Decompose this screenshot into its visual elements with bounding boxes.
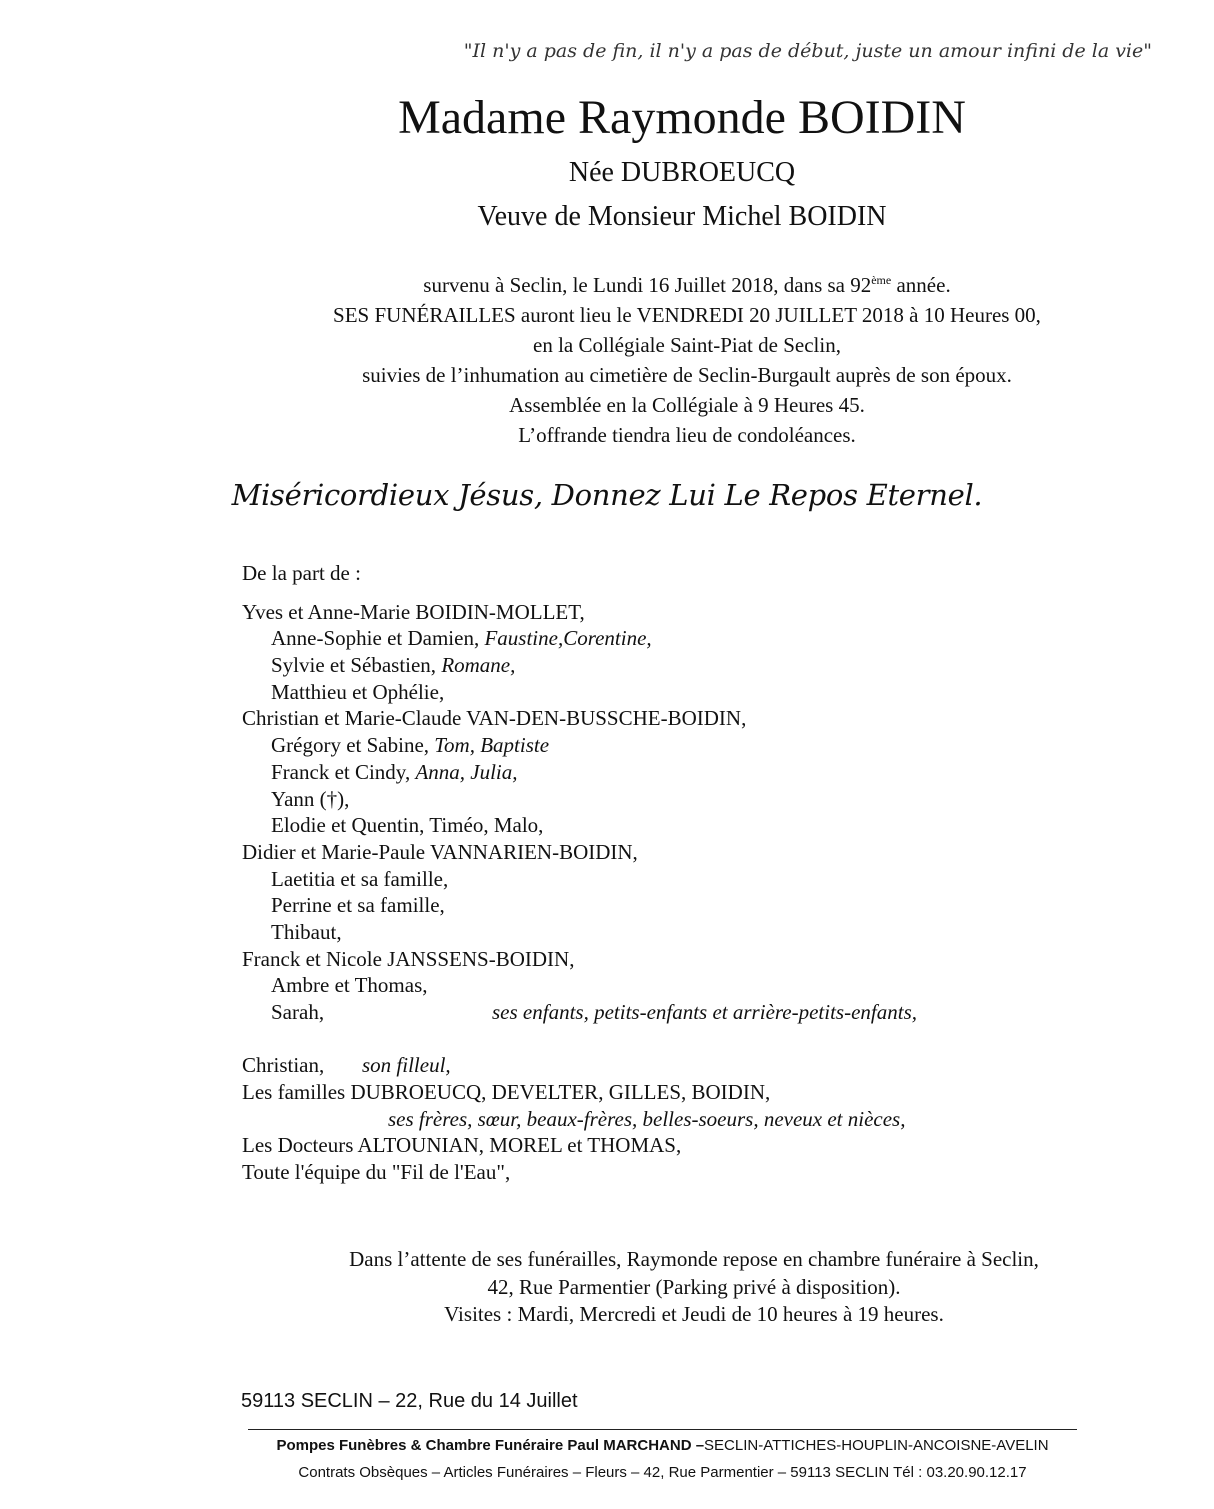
- ordinal-suffix: ème: [871, 273, 892, 287]
- company-name: Pompes Funèbres & Chambre Funéraire Paul MARCHAND –: [276, 1437, 705, 1454]
- family-line: Perrine et sa famille,: [271, 893, 445, 918]
- family-list: [242, 560, 917, 1186]
- family-line: [242, 1052, 770, 1079]
- announcement-line-3: en la Collégiale Saint-Piat de Seclin,: [533, 333, 841, 357]
- family-line: Laetitia et sa famille,: [271, 866, 449, 891]
- footer-services: Contrats Obsèques – Articles Funéraires – Fleurs – 42, Rue Parmentier – 59113 SECLIN Tél : 03.20.90.12.17: [298, 1464, 1027, 1481]
- family-line: Didier et Marie-Paule VANNARIEN-BOIDIN,: [242, 839, 638, 864]
- announcement-line-1-end: année.: [891, 273, 951, 297]
- family-line: Franck et Nicole JANSSENS-BOIDIN,: [242, 946, 575, 971]
- prayer: Miséricordieux Jésus, Donnez Lui Le Repos Eternel.: [231, 478, 983, 512]
- family-line: Thibaut,: [271, 919, 342, 944]
- announcement-line-6: L’offrande tiendra lieu de condoléances.: [518, 423, 856, 447]
- deceased-name: Madame Raymonde BOIDIN: [398, 91, 966, 144]
- announcement-line-1: [80, 270, 1214, 300]
- relation-label: son filleul,: [362, 1053, 451, 1078]
- relation-label: ses enfants, petits-enfants et arrière-petits-enfants,: [492, 1000, 917, 1024]
- family-line: Yann (†),: [271, 786, 350, 811]
- company-towns: SECLIN-ATTICHES-HOUPLIN-ANCOISNE-AVELIN: [704, 1437, 1049, 1454]
- family-names: Sylvie et Sébastien,: [271, 653, 442, 678]
- family-line: Les Docteurs ALTOUNIAN, MOREL et THOMAS,: [242, 1133, 682, 1158]
- family-line: Christian et Marie-Claude VAN-DEN-BUSSCHE-BOIDIN,: [242, 706, 747, 731]
- family-intro: De la part de :: [242, 561, 361, 585]
- footer-divider: [248, 1429, 1077, 1430]
- family-line: [242, 1106, 906, 1133]
- viewing-line-1: Dans l’attente de ses funérailles, Raymonde repose en chambre funéraire à Seclin,: [349, 1247, 1039, 1271]
- epigraph-quote: "Il n'y a pas de fin, il n'y a pas de début, juste un amour infini de la vie": [463, 40, 1152, 62]
- announcement-line-4: suivies de l’inhumation au cimetière de Seclin-Burgault auprès de son époux.: [362, 363, 1012, 387]
- family-line: Matthieu et Ophélie,: [271, 679, 445, 704]
- family-names: Franck et Cindy,: [271, 759, 416, 784]
- family-line: Les familles DUBROEUCQ, DEVELTER, GILLES, BOIDIN,: [242, 1080, 771, 1105]
- relation-label: ses frères, sœur, beaux-frères, belles-soeurs, neveux et nièces,: [388, 1106, 906, 1131]
- family-names: Sarah,: [271, 1000, 325, 1024]
- family-names: Anne-Sophie et Damien,: [271, 626, 485, 651]
- family-children: Faustine,Corentine,: [484, 626, 652, 651]
- family-children: Tom, Baptiste: [434, 733, 550, 758]
- family-children: Romane,: [441, 653, 516, 678]
- funeral-home-address: 59113 SECLIN – 22, Rue du 14 Juillet: [241, 1390, 578, 1412]
- family-line: [242, 759, 770, 786]
- viewing-line-2: 42, Rue Parmentier (Parking privé à disposition).: [487, 1274, 901, 1299]
- family-line: [242, 625, 770, 652]
- announcement-line-5: Assemblée en la Collégiale à 9 Heures 45.: [509, 393, 865, 417]
- family-line: Toute l'équipe du "Fil de l'Eau",: [242, 1160, 511, 1185]
- family-line: Yves et Anne-Marie BOIDIN-MOLLET,: [242, 599, 585, 624]
- family-line: [242, 999, 917, 1026]
- family-names: Grégory et Sabine,: [271, 733, 435, 758]
- maiden-name: Née DUBROEUCQ: [568, 157, 796, 188]
- family-names: Christian,: [242, 1053, 325, 1078]
- widow-of: Veuve de Monsieur Michel BOIDIN: [477, 201, 887, 232]
- family-line: Ambre et Thomas,: [271, 973, 428, 998]
- family-line: Elodie et Quentin, Timéo, Malo,: [271, 813, 544, 838]
- announcement-line-1-text: survenu à Seclin, le Lundi 16 Juillet 2018, dans sa 92: [423, 273, 872, 297]
- viewing-line-3: Visites : Mardi, Mercredi et Jeudi de 10 heures à 19 heures.: [444, 1302, 944, 1326]
- family-children: Anna, Julia,: [415, 759, 518, 784]
- family-line: [242, 732, 770, 759]
- announcement: [80, 270, 1214, 450]
- announcement-line-2: SES FUNÉRAILLES auront lieu le VENDREDI 20 JUILLET 2018 à 10 Heures 00,: [333, 303, 1041, 327]
- family-line: [242, 652, 770, 679]
- viewing-info: [87, 1246, 1214, 1329]
- footer-company: [248, 1437, 1077, 1454]
